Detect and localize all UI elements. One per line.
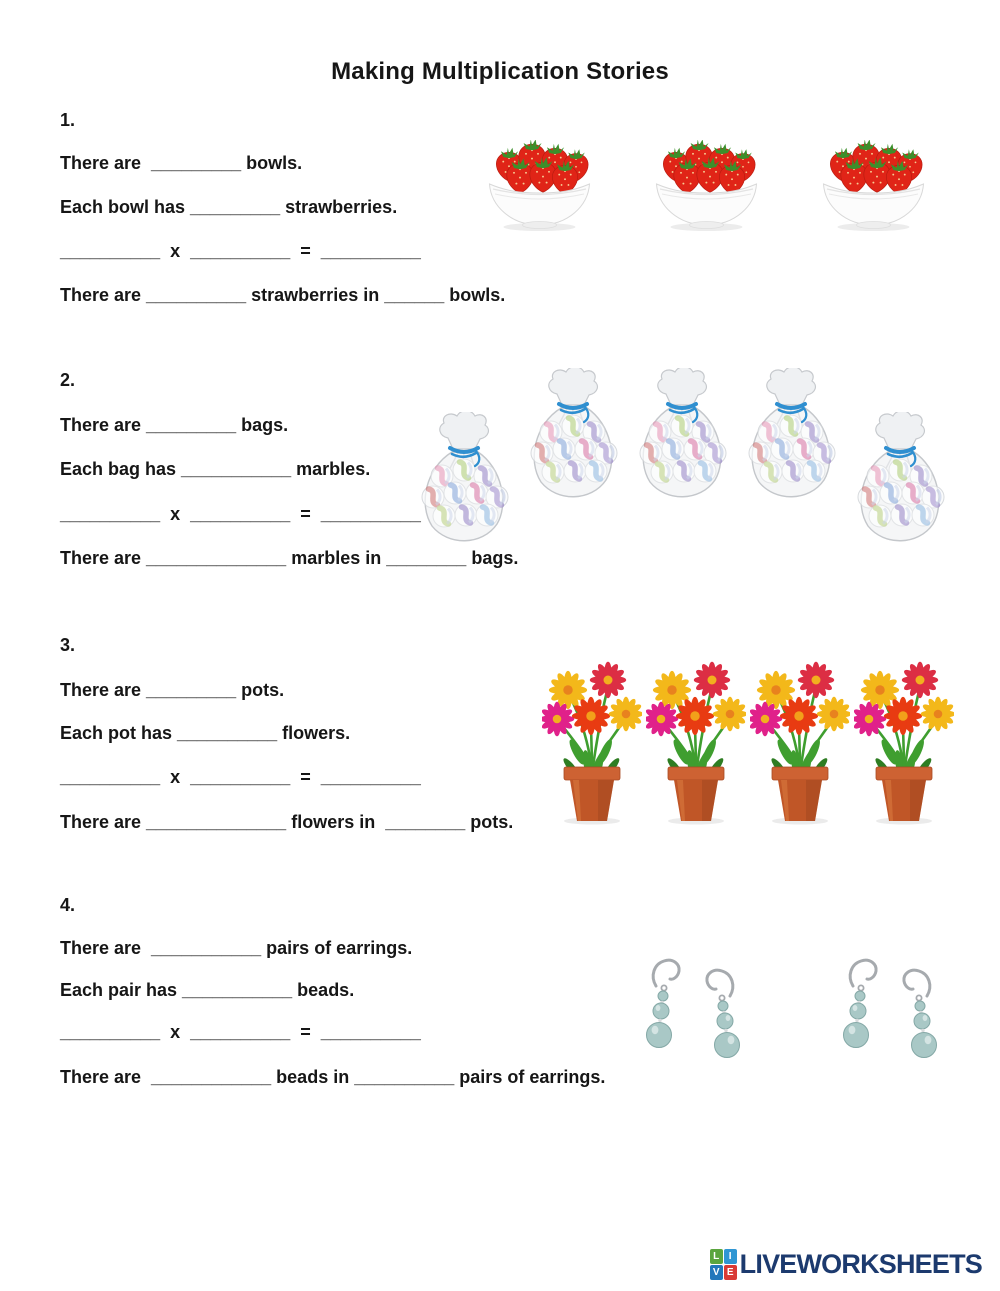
equation-line: __________ x __________ = __________ [60, 241, 421, 261]
flower-pots-row [542, 657, 954, 827]
problem-line: There are __________ strawberries in ______ bowls. [60, 285, 506, 305]
problem-line: Each bag has ___________ marbles. [60, 459, 371, 479]
logo-letter-l: L [710, 1249, 723, 1264]
logo-letter-e: E [724, 1265, 737, 1280]
bag-of-marbles-image [412, 412, 516, 550]
pair-of-earrings-image [636, 946, 741, 1091]
pot-of-flowers-image [854, 657, 954, 827]
bowl-of-strawberries-image [644, 140, 769, 232]
problem-number: 1. [60, 110, 76, 130]
strawberry-bowls-row [477, 140, 936, 232]
earrings-row [636, 946, 938, 1091]
pot-of-flowers-image [542, 657, 642, 827]
pot-of-flowers-image [750, 657, 850, 827]
problem-line: There are ____________ beads in __________ pairs of earrings. [60, 1067, 606, 1087]
pair-of-earrings-image [833, 946, 938, 1091]
problem-line: Each bowl has _________ strawberries. [60, 197, 398, 217]
marble-bags-row [412, 368, 952, 550]
problem-line: There are ______________ flowers in ________ pots. [60, 812, 514, 832]
problem-line: There are _________ pots. [60, 680, 285, 700]
equation-line: __________ x __________ = __________ [60, 1022, 421, 1042]
pot-of-flowers-image [646, 657, 746, 827]
bag-of-marbles-image [739, 368, 843, 506]
liveworksheets-brand-text: LIVEWORKSHEETS [739, 1249, 982, 1279]
problem-number: 3. [60, 635, 76, 655]
problem-line: Each pot has __________ flowers. [60, 723, 351, 743]
bowl-of-strawberries-image [477, 140, 602, 232]
liveworksheets-logo [710, 1249, 982, 1280]
problem-number: 4. [60, 895, 76, 915]
bag-of-marbles-image [630, 368, 734, 506]
logo-letter-i: I [724, 1249, 737, 1264]
problem-line: There are ______________ marbles in ________ bags. [60, 548, 519, 568]
problem-number: 2. [60, 370, 76, 390]
problem-line: Each pair has ___________ beads. [60, 980, 355, 1000]
logo-letter-v: V [710, 1265, 723, 1280]
liveworksheets-logo-icon [710, 1249, 737, 1280]
problem-line: There are _________ bowls. [60, 153, 303, 173]
bowl-of-strawberries-image [811, 140, 936, 232]
equation-line: __________ x __________ = __________ [60, 504, 421, 524]
page-title: Making Multiplication Stories [331, 58, 669, 85]
bag-of-marbles-image [848, 412, 952, 550]
problem-line: There are ___________ pairs of earrings. [60, 938, 413, 958]
problem-line: There are _________ bags. [60, 415, 289, 435]
equation-line: __________ x __________ = __________ [60, 767, 421, 787]
bag-of-marbles-image [521, 368, 625, 506]
